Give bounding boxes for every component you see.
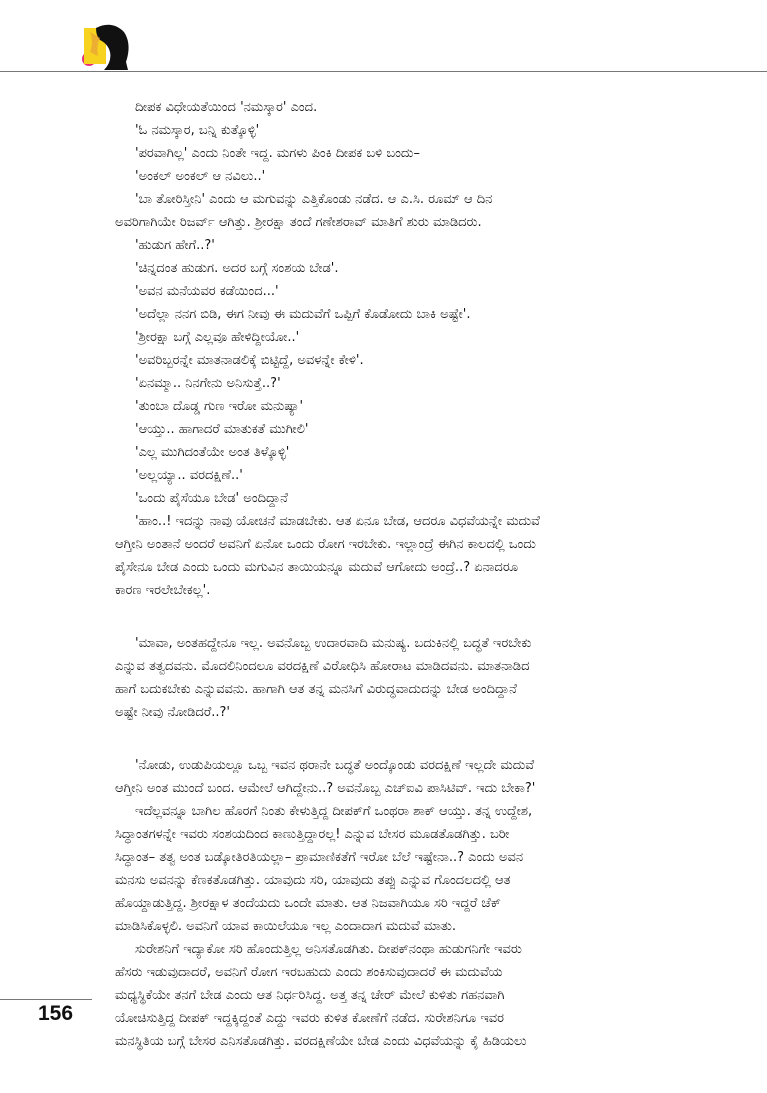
- body-line: 'ಅಂಕಲ್ ಅಂಕಲ್ ಆ ನವಿಲು..': [135, 169, 266, 184]
- story-text: [115, 96, 705, 1053]
- body-line: 'ಆಯ್ತು.. ಹಾಗಾದರೆ ಮಾತುಕತೆ ಮುಗೀಲಿ': [135, 422, 309, 437]
- body-line: ಮಧ್ಯಸ್ಥಿಕೆಯೇ ತನಗೆ ಬೇಡ ಎಂದು ಆತ ನಿರ್ಧರಿಸಿದ್ದ. ಅತ್ತ ತನ್ನ ಚೇರ್ ಮೇಲೆ ಕುಳಿತು ಗಹನವಾಗಿ: [115, 988, 505, 1003]
- body-line: ಅಷ್ಟೇ ನೀವು ನೋಡಿದರೆ..?': [115, 705, 230, 720]
- page-number: 156: [38, 1002, 74, 1025]
- body-line: ಇದೆಲ್ಲವನ್ನೂ ಬಾಗಿಲ ಹೊರಗೆ ನಿಂತು ಕೇಳುತ್ತಿದ್ದ ದೀಪಕ್‌ಗೆ ಒಂಥರಾ ಶಾಕ್ ಆಯ್ತು. ತನ್ನ ಉದ್ದೇಶ,: [135, 804, 533, 819]
- body-line: 'ಶ್ರೀರಕ್ಷಾ ಬಗ್ಗೆ ಎಲ್ಲವೂ ಹೇಳಿದ್ದೀಯೋ..': [135, 330, 300, 345]
- body-line: ಕಾರಣ ಇರಲೇಬೇಕಲ್ಲ'.: [115, 583, 211, 598]
- body-line: 'ಅವರಿಬ್ಬರನ್ನೇ ಮಾತನಾಡಲಿಕ್ಕೆ ಬಿಟ್ಟಿದ್ದೆ, ಅವಳನ್ನೇ ಕೇಳಿ'.: [135, 353, 364, 368]
- body-line: 'ಏನಮ್ಮಾ.. ನಿನಗೇನು ಅನಿಸುತ್ತೆ..?': [135, 376, 281, 391]
- body-line: ಅವರಿಗಾಗಿಯೇ ರಿಜರ್ವ್ ಆಗಿತ್ತು. ಶ್ರೀರಕ್ಷಾ ತಂದೆ ಗಣೇಶರಾವ್ ಮಾತಿಗೆ ಶುರು ಮಾಡಿದರು.: [115, 215, 482, 230]
- body-line: ಸುರೇಶನಿಗೆ ಇದ್ಯಾಕೋ ಸರಿ ಹೊಂದುತ್ತಿಲ್ಲ ಅನಿಸತೊಡಗಿತು. ದೀಪಕ್‌ನಂಥಾ ಹುಡುಗನಿಗೇ ಇವರು: [135, 942, 522, 957]
- body-line: ಯೋಚಿಸುತ್ತಿದ್ದ ದೀಪಕ್ ಇದ್ದಕ್ಕಿದ್ದಂತೆ ಎದ್ದು ಇವರು ಕುಳಿತ ಕೋಣೆಗೆ ನಡೆದ. ಸುರೇಶನಿಗೂ ಇವರ: [115, 1011, 504, 1026]
- body-line: ಹೆಸರು ಇಡುವುದಾದರೆ, ಅವನಿಗೆ ರೋಗ ಇರಬಹುದು ಎಂದು ಶಂಕಿಸುವುದಾದರೆ ಈ ಮದುವೆಯ: [115, 965, 503, 980]
- body-line: 'ಎಲ್ಲ ಮುಗಿದಂತೆಯೇ ಅಂತ ತಿಳ್ಕೊಳ್ಳಿ': [135, 445, 290, 460]
- body-line: ಆಗ್ತೀನಿ ಅಂತಾನೆ ಅಂದರೆ ಅವನಿಗೆ ಏನೋ ಒಂದು ರೋಗ ಇರಬೇಕು. ಇಲ್ಲಾಂದ್ರೆ ಈಗಿನ ಕಾಲದಲ್ಲಿ ಒಂದು: [115, 537, 536, 552]
- woman-profile-logo-icon: [82, 22, 138, 70]
- body-line: ದೀಪಕ ವಿಧೇಯತೆಯಿಂದ 'ನಮಸ್ಕಾರ' ಎಂದ.: [135, 100, 318, 115]
- footer-rule: [0, 999, 92, 1000]
- body-line: 'ಚಿನ್ನದಂತ ಹುಡುಗ. ಅದರ ಬಗ್ಗೆ ಸಂಶಯ ಬೇಡ'.: [135, 261, 339, 276]
- body-line: 'ಹುಡುಗ ಹೇಗೆ..?': [135, 238, 215, 253]
- body-line: ಎನ್ನುವ ತತ್ವದವನು. ಮೊದಲಿನಿಂದಲೂ ವರದಕ್ಷಿಣೆ ವಿರೋಧಿಸಿ ಹೋರಾಟ ಮಾಡಿದವನು. ಮಾತನಾಡಿದ: [115, 659, 530, 674]
- header-rule: [0, 71, 767, 72]
- body-line: ಸಿದ್ಧಾಂತ– ತತ್ವ ಅಂತ ಬಡ್ಕೋತಿರತಿಯಲ್ಲಾ– ಪ್ರಾಮಾಣಿಕತೆಗೆ ಇರೋ ಬೆಲೆ ಇಷ್ಟೇನಾ..? ಎಂದು ಅವನ: [115, 850, 524, 865]
- body-line: 'ಒಂದು ಪೈಸೆಯೂ ಬೇಡ' ಅಂದಿದ್ದಾನೆ: [135, 491, 288, 506]
- body-line: ಆಗ್ತೀನಿ ಅಂತ ಮುಂದೆ ಬಂದ. ಆಮೇಲೆ ಆಗಿದ್ದೇನು..? ಅವನೊಬ್ಬ ಎಚ್ಐವಿ ಪಾಸಿಟಿವ್. ಇದು ಬೇಕಾ?': [115, 781, 536, 796]
- body-line: ಹೊಯ್ದಾಡುತ್ತಿದ್ದ. ಶ್ರೀರಕ್ಷಾಳ ತಂದೆಯದು ಒಂದೇ ಮಾತು. ಆತ ನಿಜವಾಗಿಯೂ ಸರಿ ಇದ್ದರೆ ಚೆಕ್: [115, 896, 501, 911]
- body-line: ಹಾಗೆ ಬದುಕಬೇಕು ಎನ್ನುವವನು. ಹಾಗಾಗಿ ಆತ ತನ್ನ ಮನಸಿಗೆ ವಿರುದ್ಧವಾದುದನ್ನು ಬೇಡ ಅಂದಿದ್ದಾನೆ: [115, 682, 517, 697]
- body-line: ಮಾಡಿಸಿಕೊಳ್ಳಲಿ. ಅವನಿಗೆ ಯಾವ ಕಾಯಿಲೆಯೂ ಇಲ್ಲ ಎಂದಾದಾಗ ಮದುವೆ ಮಾತು.: [115, 919, 457, 934]
- body-line: 'ತುಂಬಾ ದೊಡ್ಡ ಗುಣ ಇರೋ ಮನುಷ್ಯಾ': [135, 399, 304, 414]
- body-line: 'ಮಾವಾ, ಅಂತಹದ್ದೇನೂ ಇಲ್ಲ. ಅವನೊಬ್ಬ ಉದಾರವಾದಿ ಮನುಷ್ಯ. ಬದುಕಿನಲ್ಲಿ ಬದ್ಧತೆ ಇರಬೇಕು: [135, 636, 532, 651]
- body-line: 'ಹಾಂ..! ಇದನ್ನು ನಾವು ಯೋಚನೆ ಮಾಡಬೇಕು. ಆತ ಏನೂ ಬೇಡ, ಆದರೂ ವಿಧವೆಯನ್ನೇ ಮದುವೆ: [135, 514, 540, 529]
- body-line: ಸಿದ್ಧಾಂತಗಳನ್ನೇ ಇವರು ಸಂಶಯದಿಂದ ಕಾಣುತ್ತಿದ್ದಾರಲ್ಲ! ಎನ್ನುವ ಬೇಸರ ಮೂಡತೊಡಗಿತ್ತು. ಬರೀ: [115, 827, 510, 842]
- body-line: 'ಅದೆಲ್ಲಾ ನನಗ ಬಿಡಿ, ಈಗ ನೀವು ಈ ಮದುವೆಗೆ ಒಪ್ಪಿಗೆ ಕೊಡೋದು ಬಾಕಿ ಅಷ್ಟೇ'.: [135, 307, 471, 322]
- body-line: 'ಬಾ ತೋರಿಸ್ತೀನಿ' ಎಂದು ಆ ಮಗುವನ್ನು ಎತ್ತಿಕೊಂಡು ನಡೆದ. ಆ ಎ.ಸಿ. ರೂಮ್ ಆ ದಿನ: [135, 192, 493, 207]
- body-line: ಪೈಸೇನೂ ಬೇಡ ಎಂದು ಒಂದು ಮಗುವಿನ ತಾಯಿಯನ್ನೂ ಮದುವೆ ಆಗೋದು ಅಂದ್ರೆ..? ಏನಾದರೂ: [115, 560, 519, 575]
- body-line: ಮನಸು ಅವನನ್ನು ಕೆಣಕತೊಡಗಿತ್ತು. ಯಾವುದು ಸರಿ, ಯಾವುದು ತಪ್ಪು ಎನ್ನುವ ಗೊಂದಲದಲ್ಲಿ ಆತ: [115, 873, 511, 888]
- body-line: ಮನಸ್ಥಿತಿಯ ಬಗ್ಗೆ ಬೇಸರ ಎನಿಸತೊಡಗಿತ್ತು. ವರದಕ್ಷಿಣೆಯೇ ಬೇಡ ಎಂದು ವಿಧವೆಯನ್ನು ಕೈ ಹಿಡಿಯಲು: [115, 1034, 527, 1049]
- body-line: 'ಅವನ ಮನೆಯವರ ಕಡೆಯಿಂದ...': [135, 284, 279, 299]
- body-line: 'ಓ ನಮಸ್ಕಾರ, ಬನ್ನಿ ಕುತ್ಕೊಳ್ಳಿ': [135, 123, 260, 138]
- body-line: 'ಅಲ್ಲಯ್ಯಾ.. ವರದಕ್ಷಿಣೆ..': [135, 468, 243, 483]
- body-line: 'ಪರವಾಗಿಲ್ಲ' ಎಂದು ನಿಂತೇ ಇದ್ದ. ಮಗಳು ಪಿಂಕಿ ದೀಪಕ ಬಳಿ ಬಂದು–: [135, 146, 420, 161]
- body-line: 'ನೋಡು, ಉಡುಪಿಯಲ್ಲೂ ಒಬ್ಬ ಇವನ ಥರಾನೇ ಬದ್ಧತೆ ಅಂದ್ಕೊಂಡು ವರದಕ್ಷಿಣೆ ಇಲ್ಲದೇ ಮದುವೆ: [135, 758, 535, 773]
